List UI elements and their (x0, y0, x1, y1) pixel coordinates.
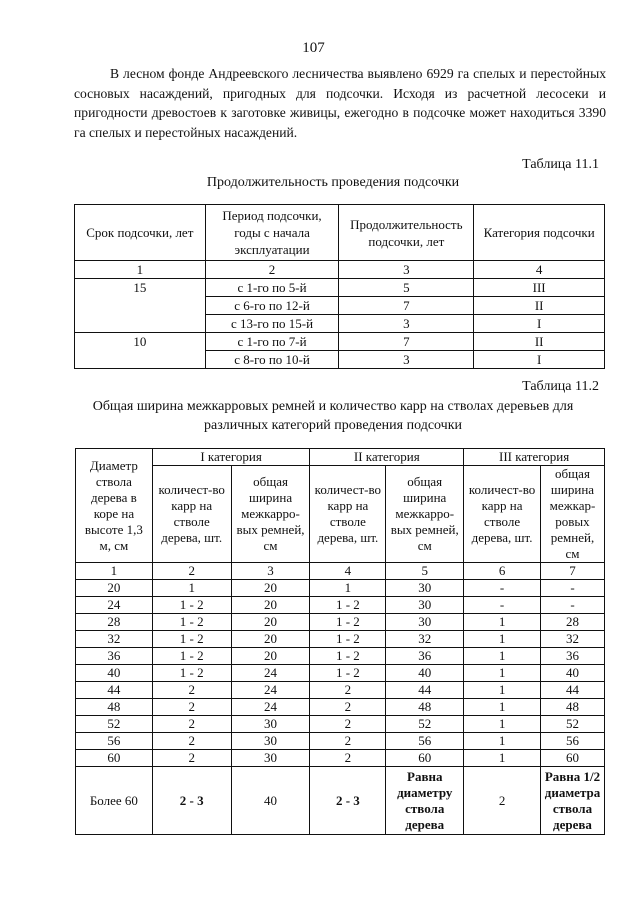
t1-cell: I (474, 315, 605, 333)
table-row (76, 597, 605, 614)
t2-cell: 30 (231, 716, 310, 733)
t2-cell: 30 (386, 614, 464, 631)
t2-cell: 2 (310, 750, 386, 767)
t2-cell: 24 (231, 665, 310, 682)
t2-cell: 1 (464, 699, 541, 716)
t2-subheader: количест-во карр на стволе дерева, шт. (310, 466, 386, 563)
t2-cell: 60 (386, 750, 464, 767)
t1-cell: 7 (339, 333, 474, 351)
t2-cell: 40 (76, 665, 153, 682)
table2-title: Общая ширина межкарровых ремней и количество карр на стволах деревьев для различных категорий проведения подсочки (92, 399, 574, 433)
t2-cell: 1 (464, 665, 541, 682)
t2-cell: 1 - 2 (310, 614, 386, 631)
t2-cell: 40 (231, 767, 310, 835)
t2-cell: 48 (540, 699, 604, 716)
t2-cell: Равна 1/2 диаметра ствола дерева (540, 767, 604, 835)
t2-cell: 1 (152, 580, 231, 597)
t2-cell: 2 (152, 699, 231, 716)
t2-cell: 1 (464, 648, 541, 665)
intro-paragraph: В лесном фонде Андреевского лесничества выявлено 6929 га спелых и перестойных сосновых насаждений, пригодных для подсочки. Исходя из расчетной лесосеки и пригодности древостоев к заготовке живицы, ежегодно в подсочке может находиться 3390 га спелых и перестойных насаждений. (74, 66, 606, 140)
t2-cell: 48 (386, 699, 464, 716)
t2-cell: 40 (540, 665, 604, 682)
t2-subheader: количест-во карр на стволе дерева, шт. (464, 466, 541, 563)
t2-header-cat1: I категория (152, 449, 310, 466)
t2-cell: 30 (386, 597, 464, 614)
t2-cell: 44 (540, 682, 604, 699)
t1-cell: с 13-го по 15-й (205, 315, 339, 333)
t2-cell: 28 (76, 614, 153, 631)
t1-cell: 3 (339, 351, 474, 369)
t1-cell: с 8-го по 10-й (205, 351, 339, 369)
t2-cell: - (464, 597, 541, 614)
t2-cell: 52 (76, 716, 153, 733)
t2-cell: 52 (540, 716, 604, 733)
table-row (76, 648, 605, 665)
t1-num: 3 (339, 261, 474, 279)
t2-cell: 20 (231, 648, 310, 665)
t2-header-cat3: III категория (464, 449, 605, 466)
t2-cell: 28 (540, 614, 604, 631)
t2-cell: 56 (386, 733, 464, 750)
table-row (76, 614, 605, 631)
table-row (76, 665, 605, 682)
t2-cell: 1 (464, 750, 541, 767)
t1-term: 10 (75, 333, 206, 369)
t2-cell: 48 (76, 699, 153, 716)
t2-cell: 30 (231, 733, 310, 750)
t2-num: 5 (386, 563, 464, 580)
table1-label: Таблица 11.1 (522, 157, 599, 172)
t1-cell: I (474, 351, 605, 369)
t2-cell: 1 - 2 (152, 665, 231, 682)
t1-num: 1 (75, 261, 206, 279)
t2-cell: 60 (76, 750, 153, 767)
t2-num: 4 (310, 563, 386, 580)
t2-num: 1 (76, 563, 153, 580)
t2-cell: 2 (310, 716, 386, 733)
t2-cell: 1 (464, 682, 541, 699)
t2-cell: 52 (386, 716, 464, 733)
t2-cell: 1 (464, 631, 541, 648)
table-row (75, 279, 605, 297)
t2-cell: 1 (464, 733, 541, 750)
t2-cell: 20 (231, 597, 310, 614)
t2-cell: 24 (231, 682, 310, 699)
t2-cell: 2 (152, 682, 231, 699)
t2-cell: 32 (540, 631, 604, 648)
t2-cell: - (464, 580, 541, 597)
t2-cell: 1 - 2 (152, 614, 231, 631)
t2-cell: 32 (386, 631, 464, 648)
t2-cell: 2 (464, 767, 541, 835)
table-tapping-duration (74, 204, 605, 369)
t1-term: 15 (75, 279, 206, 333)
t2-cell: 36 (540, 648, 604, 665)
t1-num: 2 (205, 261, 339, 279)
table-row (76, 580, 605, 597)
t2-cell: 30 (386, 580, 464, 597)
t2-subheader: общая ширина межкарро-вых ремней, см (386, 466, 464, 563)
table-row (76, 682, 605, 699)
table-tapping-belts (75, 448, 605, 835)
table-row (76, 716, 605, 733)
t2-cell: 1 - 2 (310, 631, 386, 648)
t2-cell: 2 (310, 699, 386, 716)
page-number: 107 (302, 40, 325, 56)
t2-cell: 1 - 2 (152, 631, 231, 648)
t2-cell: 2 (310, 682, 386, 699)
t2-cell: 36 (386, 648, 464, 665)
t2-cell: 2 (152, 716, 231, 733)
t1-cell: 7 (339, 297, 474, 315)
t1-cell: 3 (339, 315, 474, 333)
t2-cell: 56 (540, 733, 604, 750)
t2-cell: Равна диаметру ствола дерева (386, 767, 464, 835)
t2-subheader: общая ширина межкарро-вых ремней, см (231, 466, 310, 563)
t2-num: 3 (231, 563, 310, 580)
t2-num: 7 (540, 563, 604, 580)
table-row (75, 333, 605, 351)
t2-cell: 20 (231, 580, 310, 597)
table1-title: Продолжительность проведения подсочки (206, 175, 460, 190)
t2-cell: 1 - 2 (152, 648, 231, 665)
t2-cell: 2 - 3 (152, 767, 231, 835)
t2-cell: 2 - 3 (310, 767, 386, 835)
table-row (76, 699, 605, 716)
t2-cell: 24 (231, 699, 310, 716)
t2-cell: 36 (76, 648, 153, 665)
t2-cell: 2 (152, 733, 231, 750)
t2-cell: 56 (76, 733, 153, 750)
table-row (76, 733, 605, 750)
t2-cell: 60 (540, 750, 604, 767)
t2-num: 2 (152, 563, 231, 580)
t2-cell: 1 (464, 716, 541, 733)
t2-cell: 1 (310, 580, 386, 597)
t1-header-duration: Продолжительность подсочки, лет (339, 205, 474, 261)
t1-cell: с 1-го по 5-й (205, 279, 339, 297)
t2-subheader: общая ширина межкар-ровых ремней, см (540, 466, 604, 563)
t2-cell: 1 (464, 614, 541, 631)
t1-cell: III (474, 279, 605, 297)
t2-cell: 30 (231, 750, 310, 767)
t1-cell: 5 (339, 279, 474, 297)
t1-header-term: Срок подсочки, лет (75, 205, 206, 261)
table-row (76, 767, 605, 835)
t2-cell: 20 (231, 631, 310, 648)
table2-label: Таблица 11.2 (522, 379, 599, 394)
t1-cell: II (474, 333, 605, 351)
t2-cell: 40 (386, 665, 464, 682)
t1-num: 4 (474, 261, 605, 279)
t2-subheader: количест-во карр на стволе дерева, шт. (152, 466, 231, 563)
t2-cell: 2 (152, 750, 231, 767)
t2-cell: 1 - 2 (152, 597, 231, 614)
t2-cell: 1 - 2 (310, 597, 386, 614)
t2-cell: 44 (386, 682, 464, 699)
table-row (76, 631, 605, 648)
t2-num: 6 (464, 563, 541, 580)
t2-cell: Более 60 (76, 767, 153, 835)
t2-header-diameter: Диаметр ствола дерева в коре на высоте 1,3 м, см (76, 449, 153, 563)
t1-header-category: Категория подсочки (474, 205, 605, 261)
t2-cell: 44 (76, 682, 153, 699)
t1-cell: II (474, 297, 605, 315)
t2-cell: 2 (310, 733, 386, 750)
t2-cell: 20 (76, 580, 153, 597)
t1-cell: с 6-го по 12-й (205, 297, 339, 315)
t2-cell: 1 - 2 (310, 648, 386, 665)
t2-cell: 1 - 2 (310, 665, 386, 682)
table-row (76, 750, 605, 767)
t2-cell: - (540, 597, 604, 614)
t1-cell: с 1-го по 7-й (205, 333, 339, 351)
t2-cell: 24 (76, 597, 153, 614)
t2-cell: 20 (231, 614, 310, 631)
t2-cell: 32 (76, 631, 153, 648)
t2-header-cat2: II категория (310, 449, 464, 466)
t2-cell: - (540, 580, 604, 597)
t1-header-period: Период подсочки, годы с начала эксплуатации (205, 205, 339, 261)
